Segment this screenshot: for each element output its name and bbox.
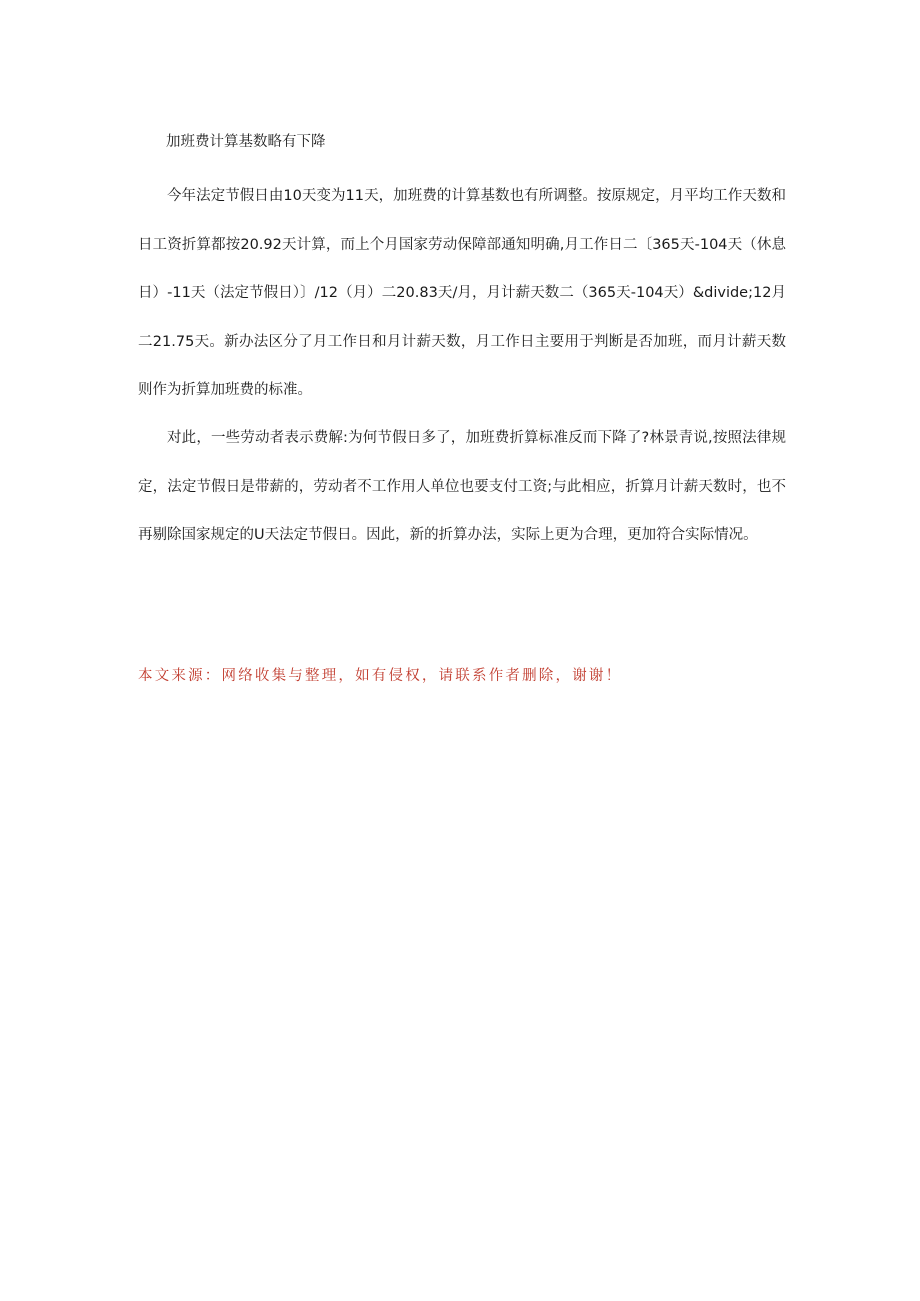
document-title: 加班费计算基数略有下降 [166, 134, 326, 150]
body-paragraph-2: 对此，一些劳动者表示费解:为何节假日多了，加班费折算标准反而下降了?林景青说,按照法律规定，法定节假日是带薪的，劳动者不工作用人单位也要支付工资;与此相应，折算月计薪天数时，也不再剔除国家规定的U天法定节假日。因此，新的折算办法，实际上更为合理，更加符合实际情况。 [138, 430, 786, 543]
body-paragraph-1: 今年法定节假日由10天变为11天，加班费的计算基数也有所调整。按原规定，月平均工作天数和日工资折算都按20.92天计算，而上个月国家劳动保障部通知明确,月工作日二〔365天-104天（休息日）-11天（法定节假日）〕/12（月）二20.83天/月，月计薪天数二（365天-104天）&divide;12月二21.75天。新办法区分了月工作日和月计薪天数，月工作日主要用于判断是否加班，而月计薪天数则作为折算加班费的标准。 [138, 188, 786, 398]
source-note: 本文来源：网络收集与整理，如有侵权，请联系作者删除，谢谢！ [138, 668, 623, 684]
